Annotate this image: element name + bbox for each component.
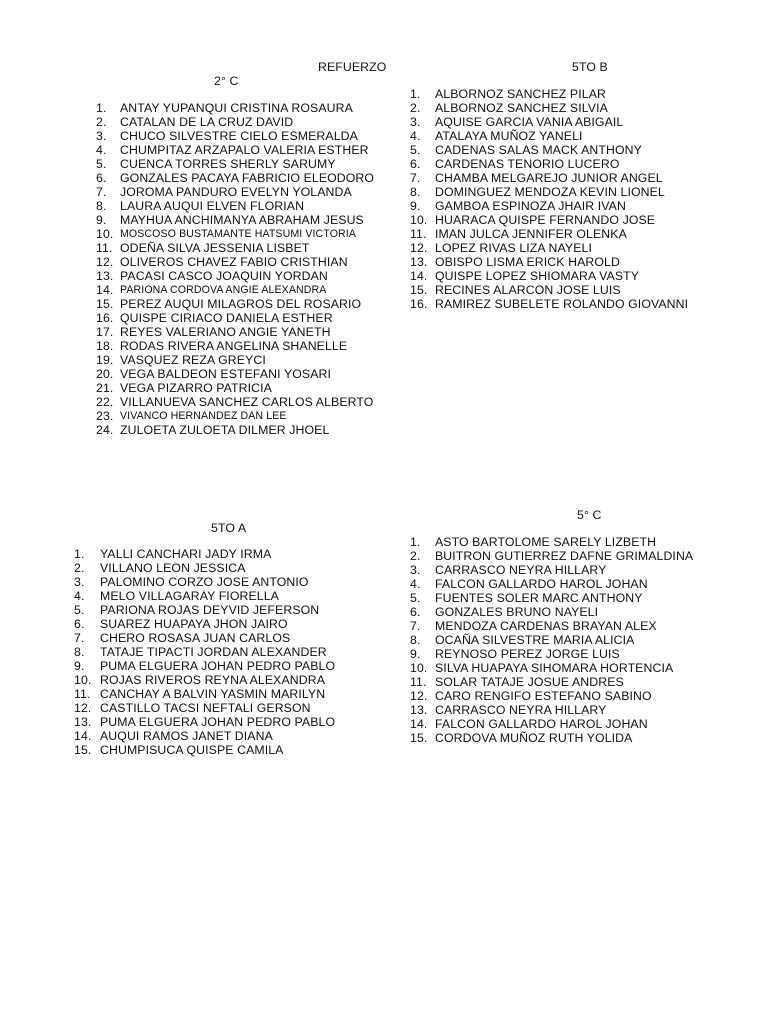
item-number: 7.	[74, 631, 85, 645]
student-name: VIVANCO HERNANDEZ DAN LEE	[120, 410, 287, 422]
student-name: AQUISE GARCIA VANIA ABIGAIL	[435, 115, 624, 129]
student-name: QUISPE CIRIACO DANIELA ESTHER	[120, 311, 333, 325]
list-item	[0, 115, 768, 129]
student-name: TATAJE TIPACTI JORDAN ALEXANDER	[100, 645, 327, 659]
student-name: BUITRON GUTIERREZ DAFNE GRIMALDINA	[435, 549, 694, 563]
student-name: VASQUEZ REZA GREYCI	[120, 353, 266, 367]
item-number: 4.	[74, 589, 85, 603]
student-name: SUAREZ HUAPAYA JHON JAIRO	[100, 617, 288, 631]
student-name: PUMA ELGUERA JOHAN PEDRO PABLO	[100, 659, 336, 673]
item-number: 8.	[410, 633, 421, 647]
student-name: REYES VALERIANO ANGIE YANETH	[120, 325, 331, 339]
item-number: 20.	[96, 367, 114, 381]
list-item	[0, 647, 768, 661]
student-name: CARDENAS TENORIO LUCERO	[435, 157, 620, 171]
item-number: 1.	[410, 535, 421, 549]
student-name: SILVA HUAPAYA SIHOMARA HORTENCIA	[435, 661, 674, 675]
student-name: ROJAS RIVEROS REYNA ALEXANDRA	[100, 673, 325, 687]
student-name: CARO RENGIFO ESTEFANO SABINO	[435, 689, 652, 703]
item-number: 3.	[410, 115, 421, 129]
student-name: PALOMINO CORZO JOSE ANTONIO	[100, 575, 309, 589]
item-number: 9.	[410, 647, 421, 661]
list-item	[0, 325, 400, 339]
list-item	[0, 675, 768, 689]
list-item	[0, 563, 768, 577]
item-number: 3.	[74, 575, 85, 589]
item-number: 9.	[410, 199, 421, 213]
item-number: 15.	[96, 297, 114, 311]
item-number: 5.	[410, 591, 421, 605]
student-name: PARIONA CORDOVA ANGIE ALEXANDRA	[120, 284, 327, 296]
item-number: 10.	[410, 661, 428, 675]
student-name: REYNOSO PEREZ JORGE LUIS	[435, 647, 620, 661]
student-name: GONZALES PACAYA FABRICIO ELEODORO	[120, 171, 375, 185]
item-number: 10.	[96, 227, 114, 241]
item-number: 15.	[410, 283, 428, 297]
list-item	[0, 269, 768, 283]
list-item	[0, 87, 768, 101]
item-number: 10.	[410, 213, 428, 227]
student-name: DOMINGUEZ MENDOZA KEVIN LIONEL	[435, 185, 665, 199]
list-item	[0, 689, 768, 703]
item-number: 5.	[74, 603, 85, 617]
student-name: MELO VILLAGARAY FIORELLA	[100, 589, 279, 603]
item-number: 9.	[74, 659, 85, 673]
student-name: FALCON GALLARDO HAROL JOHAN	[435, 717, 648, 731]
list-item	[0, 535, 768, 549]
item-number: 8.	[74, 645, 85, 659]
list-item	[0, 731, 768, 745]
item-number: 11.	[96, 241, 113, 255]
student-name: CHAMBA MELGAREJO JUNIOR ANGEL	[435, 171, 663, 185]
student-name: GONZALES BRUNO NAYELI	[435, 605, 599, 619]
item-number: 14.	[96, 283, 114, 297]
list-item	[0, 703, 768, 717]
item-number: 13.	[410, 255, 428, 269]
student-name: CARRASCO NEYRA HILLARY	[435, 703, 607, 717]
list-item	[0, 353, 400, 367]
list-item	[0, 605, 768, 619]
item-number: 13.	[410, 703, 428, 717]
student-name: CADENAS SALAS MACK ANTHONY	[435, 143, 642, 157]
student-name: CATALAN DE LA CRUZ DAVID	[120, 115, 294, 129]
item-number: 9.	[96, 213, 107, 227]
item-number: 7.	[410, 171, 421, 185]
student-name: MOSCOSO BUSTAMANTE HATSUMI VICTORIA	[120, 228, 356, 240]
item-number: 12.	[410, 689, 428, 703]
student-name: CASTILLO TACSI NEFTALI GERSON	[100, 701, 311, 715]
item-number: 2.	[96, 115, 107, 129]
student-name: OBISPO LISMA ERICK HAROLD	[435, 255, 620, 269]
student-name: PACASI CASCO JOAQUIN YORDAN	[120, 269, 328, 283]
list-item	[0, 171, 768, 185]
list-item	[0, 129, 768, 143]
list-5tob	[0, 87, 768, 311]
student-name: CUENCA TORRES SHERLY SARUMY	[120, 157, 336, 171]
student-name: ALBORNOZ SANCHEZ PILAR	[435, 87, 606, 101]
item-number: 17.	[96, 325, 114, 339]
heading-5toa: 5TO A	[211, 521, 247, 535]
student-name: CARRASCO NEYRA HILLARY	[435, 563, 607, 577]
item-number: 16.	[410, 297, 428, 311]
student-name: ALBORNOZ SANCHEZ SILVIA	[435, 101, 608, 115]
item-number: 2.	[410, 101, 421, 115]
student-name: VEGA BALDEON ESTEFANI YOSARI	[120, 367, 332, 381]
item-number: 6.	[410, 605, 421, 619]
item-number: 13.	[74, 715, 92, 729]
list-item	[0, 227, 768, 241]
item-number: 2.	[74, 561, 85, 575]
item-number: 15.	[410, 731, 428, 745]
item-number: 14.	[410, 717, 428, 731]
student-name: VILLANO LEON JESSICA	[100, 561, 246, 575]
list-item	[0, 199, 768, 213]
student-name: CHERO ROSASA JUAN CARLOS	[100, 631, 291, 645]
item-number: 2.	[410, 549, 421, 563]
student-name: LOPEZ RIVAS LIZA NAYELI	[435, 241, 592, 255]
student-name: ODEÑA SILVA JESSENIA LISBET	[120, 241, 310, 255]
list-item	[0, 717, 768, 731]
student-name: CHUMPITAZ ARZAPALO VALERIA ESTHER	[120, 143, 369, 157]
student-name: CORDOVA MUÑOZ RUTH YOLIDA	[435, 731, 633, 745]
item-number: 13.	[96, 269, 114, 283]
item-number: 18.	[96, 339, 114, 353]
list-item	[0, 241, 768, 255]
student-name: ASTO BARTOLOME SARELY LIZBETH	[435, 535, 657, 549]
student-name: IMAN JULCA JENNIFER OLENKA	[435, 227, 627, 241]
list-item	[0, 367, 400, 381]
list-item	[0, 143, 768, 157]
list-item	[0, 661, 768, 675]
student-name: VEGA PIZARRO PATRICIA	[120, 381, 272, 395]
student-name: ANTAY YUPANQUI CRISTINA ROSAURA	[120, 101, 353, 115]
item-number: 11.	[410, 675, 427, 689]
item-number: 19.	[96, 353, 114, 367]
item-number: 5.	[96, 157, 107, 171]
student-name: RODAS RIVERA ANGELINA SHANELLE	[120, 339, 348, 353]
item-number: 5.	[410, 143, 421, 157]
student-name: ATALAYA MUÑOZ YANELI	[435, 129, 583, 143]
student-name: OCAÑA SILVESTRE MARIA ALICIA	[435, 633, 635, 647]
student-name: SOLAR TATAJE JOSUE ANDRES	[435, 675, 624, 689]
heading-2c: 2° C	[214, 74, 239, 88]
item-number: 3.	[410, 563, 421, 577]
item-number: 14.	[410, 269, 428, 283]
student-name: MENDOZA CARDENAS BRAYAN ALEX	[435, 619, 657, 633]
list-item	[0, 423, 400, 437]
list-item	[0, 381, 400, 395]
list-item	[0, 213, 768, 227]
item-number: 4.	[410, 129, 421, 143]
list-item	[0, 311, 400, 325]
item-number: 24.	[96, 423, 114, 437]
student-name: PEREZ AUQUI MILAGROS DEL ROSARIO	[120, 297, 362, 311]
list-item	[0, 283, 768, 297]
item-number: 11.	[74, 687, 91, 701]
student-name: AUQUI RAMOS JANET DIANA	[100, 729, 273, 743]
student-name: PARIONA ROJAS DEYVID JEFERSON	[100, 603, 320, 617]
heading-5c: 5° C	[577, 508, 602, 522]
page-title: REFUERZO	[318, 60, 387, 74]
item-number: 10.	[74, 673, 92, 687]
student-name: CHUMPISUCA QUISPE CAMILA	[100, 743, 284, 757]
item-number: 21.	[96, 381, 114, 395]
item-number: 14.	[74, 729, 92, 743]
item-number: 11.	[410, 227, 427, 241]
item-number: 12.	[74, 701, 92, 715]
list-item	[0, 339, 400, 353]
list-item	[0, 101, 768, 115]
item-number: 7.	[96, 185, 107, 199]
student-name: MAYHUA ANCHIMANYA ABRAHAM JESUS	[120, 213, 364, 227]
student-name: CANCHAY A BALVIN YASMIN MARILYN	[100, 687, 326, 701]
item-number: 6.	[96, 171, 107, 185]
student-name: CHUCO SILVESTRE CIELO ESMERALDA	[120, 129, 358, 143]
student-name: ZULOETA ZULOETA DILMER JHOEL	[120, 423, 330, 437]
list-item	[0, 619, 768, 633]
item-number: 4.	[96, 143, 107, 157]
list-item	[0, 297, 768, 311]
student-name: GAMBOA ESPINOZA JHAIR IVAN	[435, 199, 626, 213]
list-item	[0, 157, 768, 171]
item-number: 16.	[96, 311, 114, 325]
student-name: RECINES ALARCON JOSE LUIS	[435, 283, 621, 297]
item-number: 3.	[96, 129, 107, 143]
list-item	[0, 591, 768, 605]
student-name: RAMIREZ SUBELETE ROLANDO GIOVANNI	[435, 297, 689, 311]
student-name: HUARACA QUISPE FERNANDO JOSE	[435, 213, 656, 227]
item-number: 15.	[74, 743, 92, 757]
list-item	[0, 255, 768, 269]
student-name: FALCON GALLARDO HAROL JOHAN	[435, 577, 648, 591]
list-5c	[0, 535, 768, 745]
student-name: PUMA ELGUERA JOHAN PEDRO PABLO	[100, 715, 336, 729]
item-number: 23.	[96, 409, 114, 423]
list-item	[0, 743, 400, 757]
item-number: 1.	[74, 547, 85, 561]
student-name: VILLANUEVA SANCHEZ CARLOS ALBERTO	[120, 395, 374, 409]
item-number: 7.	[410, 619, 421, 633]
list-item	[0, 549, 768, 563]
list-item	[0, 185, 768, 199]
student-name: LAURA AUQUI ELVEN FLORIAN	[120, 199, 305, 213]
item-number: 12.	[96, 255, 114, 269]
student-name: JOROMA PANDURO EVELYN YOLANDA	[120, 185, 352, 199]
list-item	[0, 633, 768, 647]
item-number: 8.	[96, 199, 107, 213]
list-item	[0, 577, 768, 591]
heading-5tob: 5TO B	[572, 60, 608, 74]
item-number: 6.	[74, 617, 85, 631]
student-name: FUENTES SOLER MARC ANTHONY	[435, 591, 643, 605]
item-number: 1.	[410, 87, 421, 101]
student-name: QUISPE LOPEZ SHIOMARA VASTY	[435, 269, 640, 283]
item-number: 1.	[96, 101, 107, 115]
list-item	[0, 395, 400, 409]
student-name: OLIVEROS CHAVEZ FABIO CRISTHIAN	[120, 255, 348, 269]
item-number: 8.	[410, 185, 421, 199]
item-number: 6.	[410, 157, 421, 171]
item-number: 12.	[410, 241, 428, 255]
student-name: YALLI CANCHARI JADY IRMA	[100, 547, 272, 561]
item-number: 4.	[410, 577, 421, 591]
item-number: 22.	[96, 395, 114, 409]
list-item	[0, 409, 400, 423]
